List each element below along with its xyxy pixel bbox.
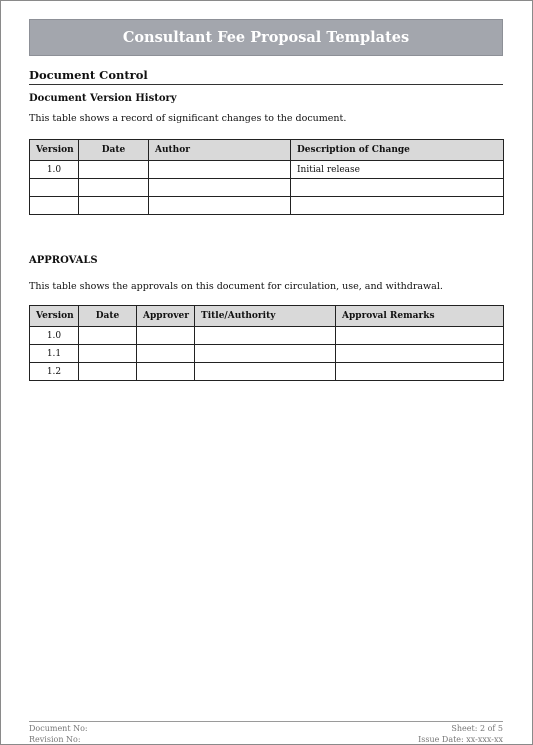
table-cell <box>291 197 504 215</box>
version-history-table <box>29 139 504 215</box>
table-header-row <box>30 140 504 161</box>
table-cell <box>336 327 504 345</box>
table-cell <box>79 345 137 363</box>
table-cell <box>30 179 79 197</box>
table-cell: 1.2 <box>30 363 79 381</box>
issue-date: Issue Date: xx-xxx-xx <box>418 735 503 744</box>
version-history-description: This table shows a record of significant changes to the document. <box>29 113 347 124</box>
table-cell <box>79 179 149 197</box>
document-title-banner <box>29 19 503 56</box>
approvals-table <box>29 305 504 381</box>
table-row <box>30 327 504 345</box>
table-cell <box>137 327 195 345</box>
table-row <box>30 197 504 215</box>
table-cell <box>195 327 336 345</box>
document-number-label: Document No: <box>29 724 88 733</box>
version-history-heading: Document Version History <box>29 93 177 104</box>
column-header: Date <box>79 306 137 327</box>
table-cell <box>195 363 336 381</box>
table-cell <box>79 197 149 215</box>
column-header: Approval Remarks <box>336 306 504 327</box>
column-header: Approver <box>137 306 195 327</box>
approvals-description: This table shows the approvals on this document for circulation, use, and withdrawal. <box>29 281 443 292</box>
document-control-heading: Document Control <box>29 68 503 85</box>
revision-number-label: Revision No: <box>29 735 81 744</box>
table-row <box>30 161 504 179</box>
column-header: Title/Authority <box>195 306 336 327</box>
table-cell <box>79 161 149 179</box>
table-cell <box>336 363 504 381</box>
table-cell <box>149 161 291 179</box>
table-cell <box>336 345 504 363</box>
table-cell <box>291 179 504 197</box>
table-cell: Initial release <box>291 161 504 179</box>
table-cell <box>149 179 291 197</box>
table-row <box>30 363 504 381</box>
page-footer <box>29 721 503 745</box>
table-cell: 1.0 <box>30 327 79 345</box>
approvals-heading: APPROVALS <box>29 255 98 266</box>
column-header: Description of Change <box>291 140 504 161</box>
table-cell <box>79 327 137 345</box>
table-cell: 1.1 <box>30 345 79 363</box>
table-cell: 1.0 <box>30 161 79 179</box>
column-header: Version <box>30 306 79 327</box>
table-row <box>30 345 504 363</box>
table-cell <box>137 345 195 363</box>
document-title: Consultant Fee Proposal Templates <box>122 29 410 46</box>
table-header-row <box>30 306 504 327</box>
table-row <box>30 179 504 197</box>
sheet-number: Sheet: 2 of 5 <box>451 724 503 733</box>
column-header: Version <box>30 140 79 161</box>
table-cell <box>137 363 195 381</box>
table-cell <box>30 197 79 215</box>
table-cell <box>79 363 137 381</box>
column-header: Date <box>79 140 149 161</box>
table-cell <box>195 345 336 363</box>
table-cell <box>149 197 291 215</box>
column-header: Author <box>149 140 291 161</box>
